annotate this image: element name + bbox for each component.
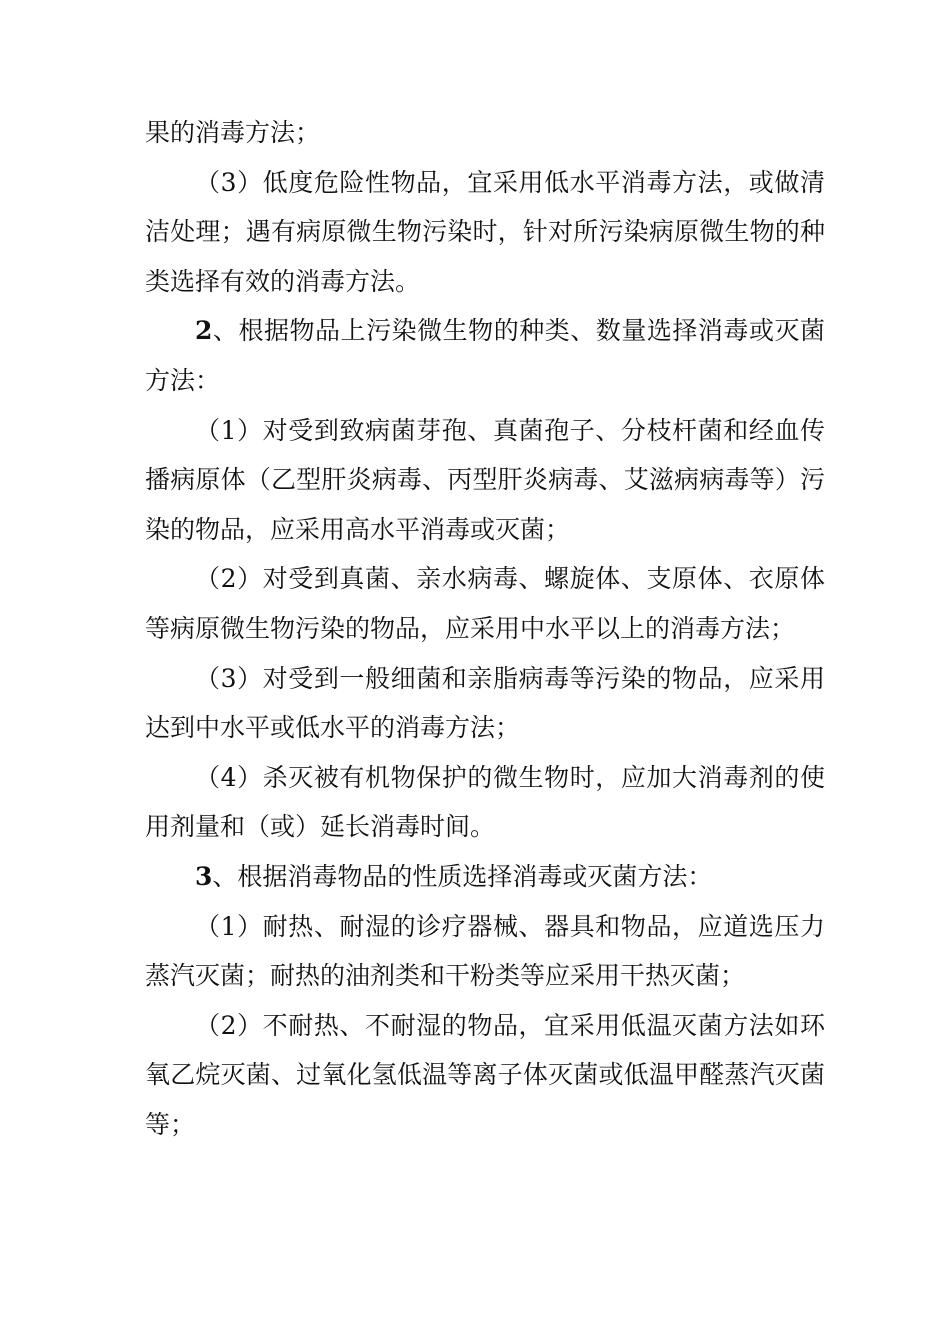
paragraph-item [145,654,825,753]
paragraph-text: 、根据消毒物品的性质选择消毒或灭菌方法： [212,861,713,891]
paragraph-text: 、根据物品上污染微生物的种类、数量选择消毒或灭菌方法： [145,316,825,395]
paragraph-text: （4）杀灭被有机物保护的微生物时，应加大消毒剂的使用剂量和（或）延长消毒时间。 [145,762,825,842]
paragraph-text: （3）低度危险性物品，宜采用低水平消毒方法，或做清洁处理；遇有病原微生物污染时，针对所污染病原微生物的种类选择有效的消毒方法。 [145,167,825,296]
paragraph-item [145,158,825,307]
paragraph-item [145,902,825,1001]
paragraph-heading [145,852,825,902]
paragraph-item [145,1001,825,1150]
paragraph-item [145,554,825,653]
paragraph-heading [145,306,825,405]
paragraph-text: （2）对受到真菌、亲水病毒、螺旋体、支原体、衣原体等病原微生物污染的物品，应采用中水平以上的消毒方法； [145,564,825,643]
document-page [145,108,825,1149]
paragraph-continuation [145,108,825,158]
section-number: 3 [195,861,213,891]
paragraph-item [145,406,825,555]
paragraph-text: （3）对受到一般细菌和亲脂病毒等污染的物品，应采用达到中水平或低水平的消毒方法； [145,663,825,743]
paragraph-text: （1）对受到致病菌芽孢、真菌孢子、分枝杆菌和经血传播病原体（乙型肝炎病毒、丙型肝炎病毒、艾滋病病毒等）污染的物品，应采用高水平消毒或灭菌； [145,415,825,544]
paragraph-text: （2）不耐热、不耐湿的物品，宜采用低温灭菌方法如环氧乙烷灭菌、过氧化氢低温等离子体灭菌或低温甲醛蒸汽灭菌等； [145,1010,825,1139]
paragraph-item [145,753,825,852]
paragraph-text: （1）耐热、耐湿的诊疗器械、器具和物品，应道选压力蒸汽灭菌；耐热的油剂类和干粉类等应采用干热灭菌； [145,911,825,991]
section-number: 2 [195,316,213,346]
paragraph-text: 果的消毒方法； [145,118,321,147]
